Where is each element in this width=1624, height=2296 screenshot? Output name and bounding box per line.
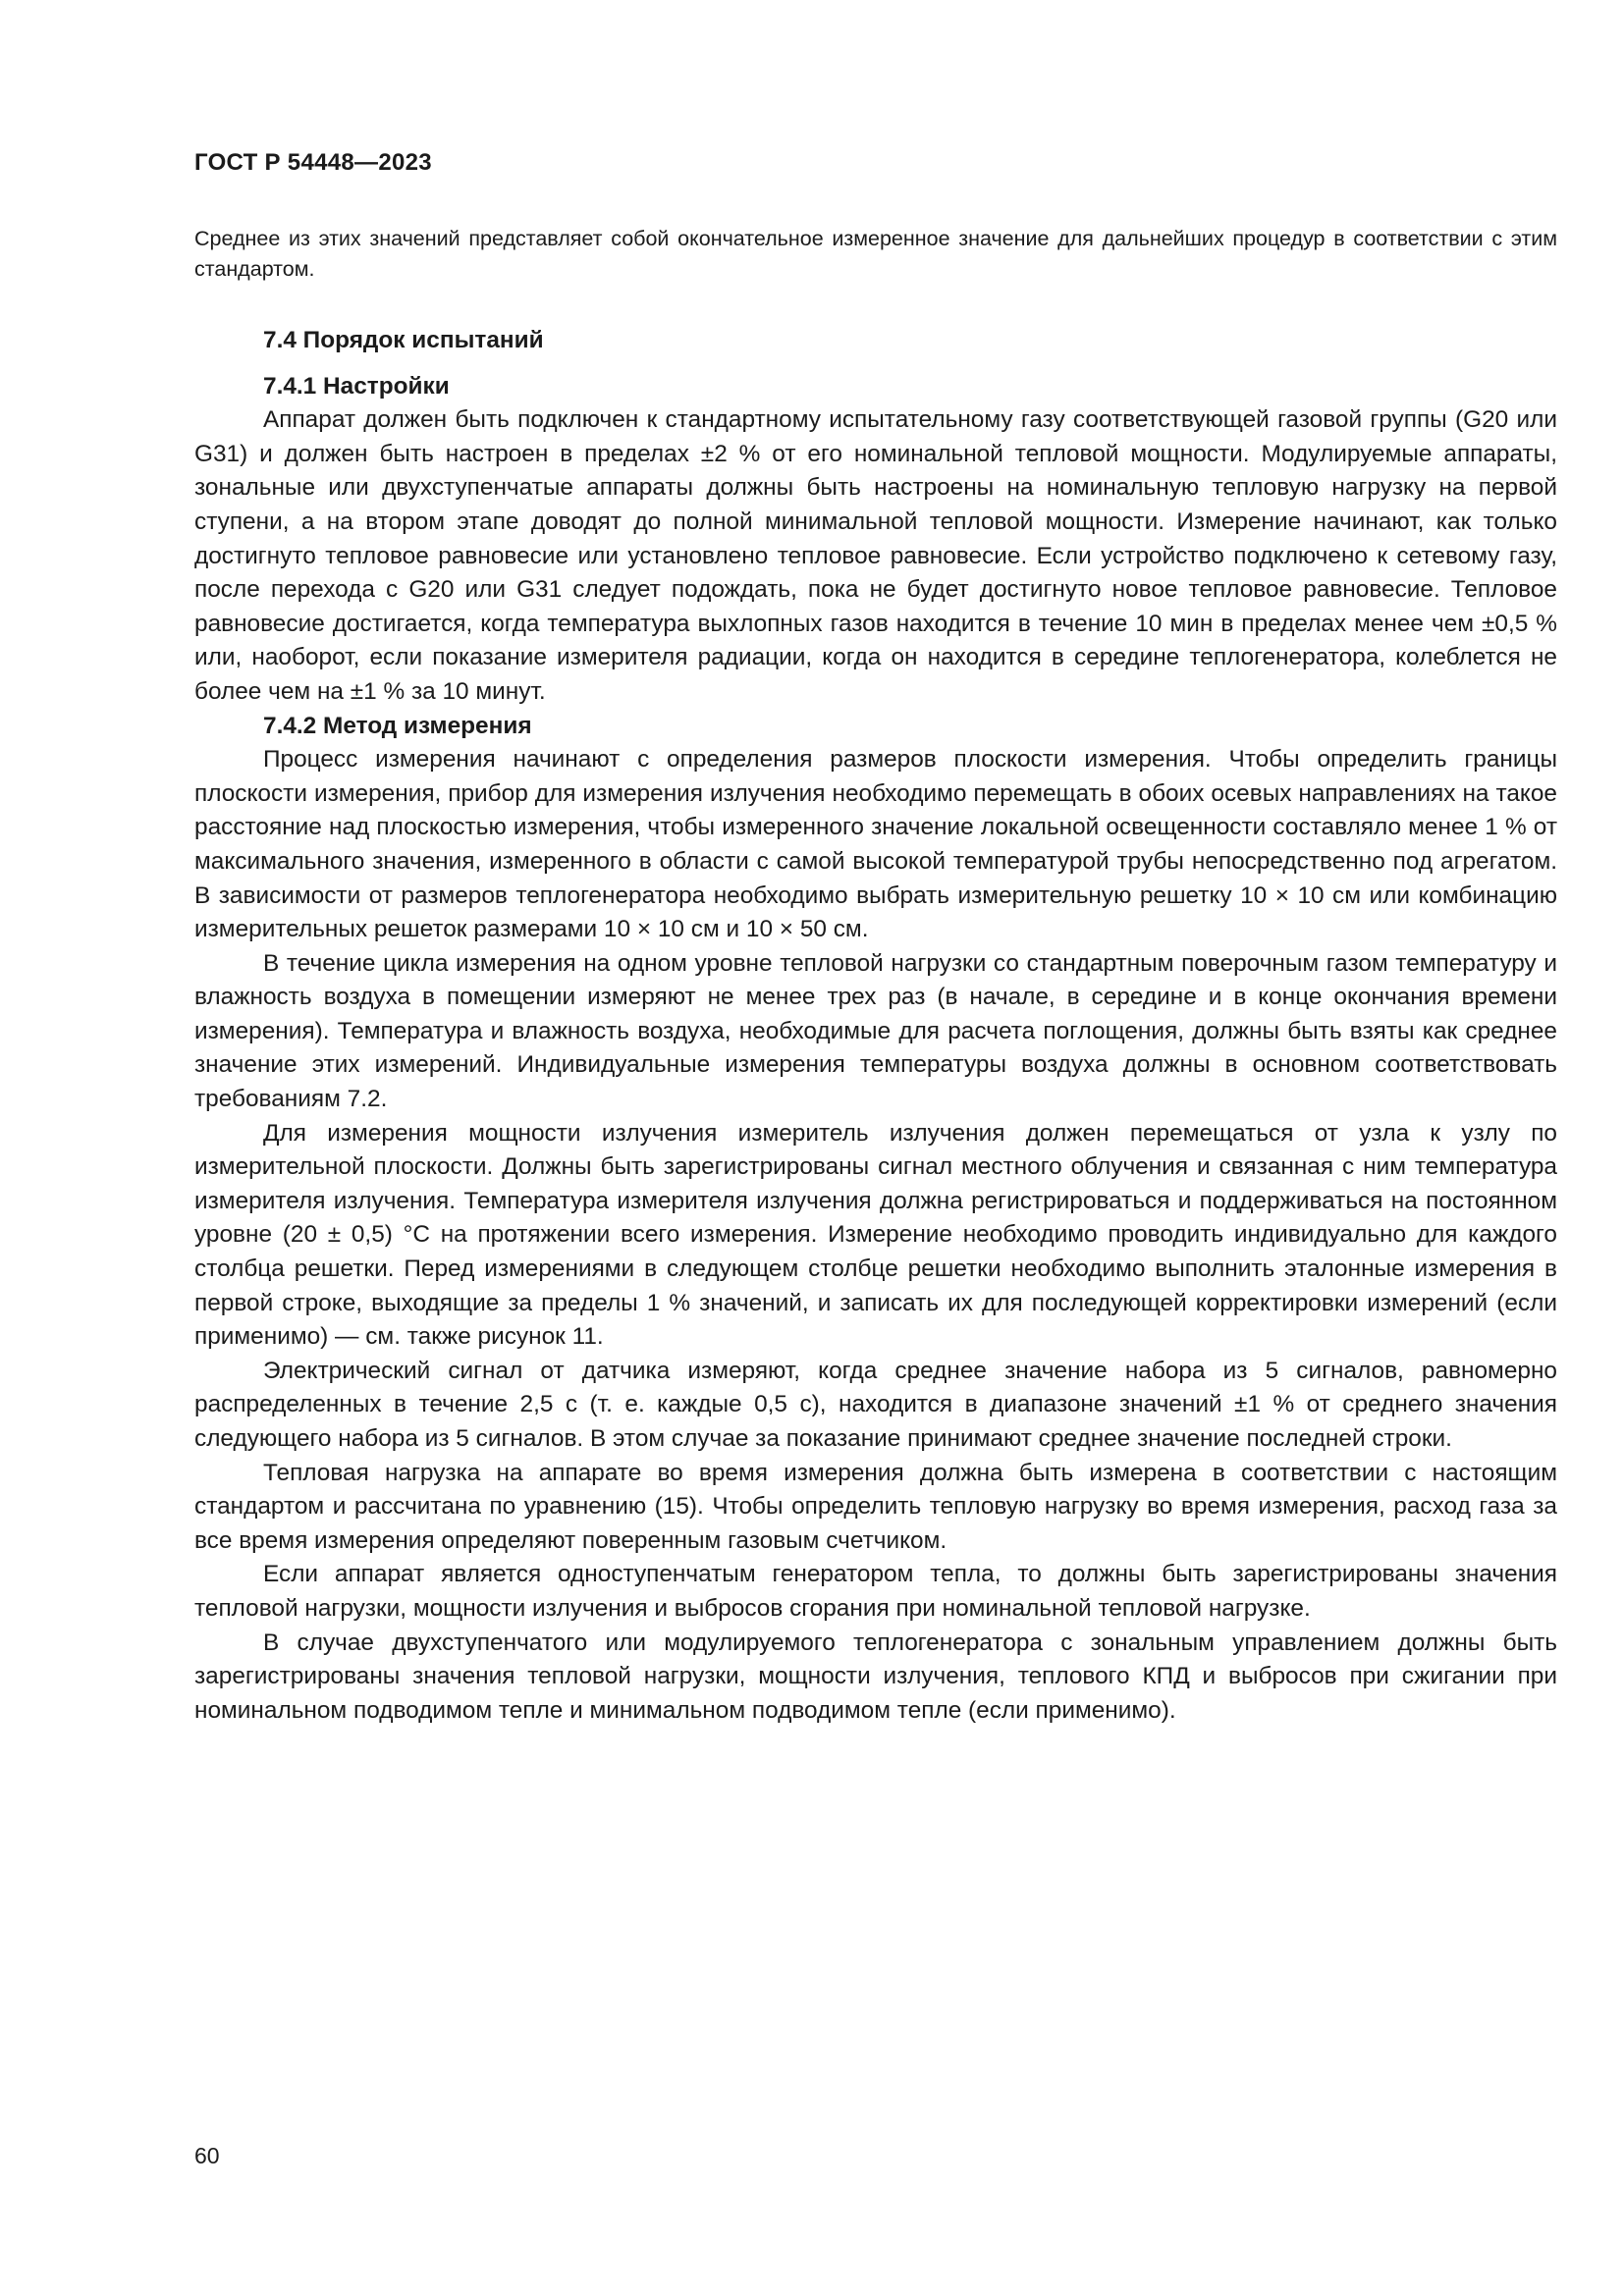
method-paragraph: В случае двухступенчатого или модулируемого теплогенератора с зональным управлением должны быть зарегистрированы значения тепловой нагрузки, мощности излучения, теплового КПД и выбросов при сжигании при номинальном подводимом тепле и минимальном подводимом тепле (если применимо). <box>194 1629 1557 1724</box>
subsection-title-settings: 7.4.1 Настройки <box>263 372 450 400</box>
method-paragraph: Тепловая нагрузка на аппарате во время измерения должна быть измерена в соответствии с настоящим стандартом и рассчитана по уравнению (15). Чтобы определить тепловую нагрузку во время измерения, расход газа за все время измерения определяют поверенным газовым счетчиком. <box>194 1459 1557 1554</box>
method-paragraph: В течение цикла измерения на одном уровне тепловой нагрузки со стандартным поверочным газом температуру и влажность воздуха в помещении измеряют не менее трех раз (в начале, в середине и в конце окончания времени измерения). Температура и влажность воздуха, необходимые для расчета поглощения, должны быть взяты как среднее значение этих измерений. Индивидуальные измерения температуры воздуха должны в основном соответствовать требованиям 7.2. <box>194 949 1557 1113</box>
subsection-title-method: 7.4.2 Метод измерения <box>263 712 532 739</box>
page-number: 60 <box>194 2143 220 2168</box>
standard-header: ГОСТ Р 54448—2023 <box>194 149 432 176</box>
section-content <box>194 324 1557 1728</box>
method-paragraph: Для измерения мощности излучения измеритель излучения должен перемещаться от узла к узлу по измерительной плоскости. Должны быть зарегистрированы сигнал местного облучения и связанная с ним температура измерителя излучения. Температура измерителя излучения должна регистрироваться и поддерживаться на постоянном уровне (20 ± 0,5) °С на протяжении всего измерения. Измерение необходимо проводить индивидуально для каждого столбца решетки. Перед измерениями в следующем столбце решетки необходимо выполнить эталонные измерения в первой строке, выходящие за пределы 1 % значений, и записать их для последующей корректировки измерений (если применимо) — см. также рисунок 11. <box>194 1119 1557 1351</box>
intro-paragraph: Среднее из этих значений представляет собой окончательное измеренное значение для дальнейших процедур в соответствии с этим стандартом. <box>194 227 1557 281</box>
settings-paragraph: Аппарат должен быть подключен к стандартному испытательному газу соответствующей газовой группы (G20 или G31) и должен быть настроен в пределах ±2 % от его номинальной тепловой мощности. Модулируемые аппараты, зональные или двухступенчатые аппараты должны быть настроены на номинальную тепловую нагрузку на первой ступени, а на втором этапе доводят до полной минимальной тепловой мощности. Измерение начинают, как только достигнуто тепловое равновесие или установлено тепловое равновесие. Если устройство подключено к сетевому газу, после перехода с G20 или G31 следует подождать, пока не будет достигнуто новое тепловое равновесие. Тепловое равновесие достигается, когда температура выхлопных газов находится в течение 10 мин в пределах менее чем ±0,5 % или, наоборот, если показание измерителя радиации, когда он находится в середине теплогенератора, колеблется не более чем на ±1 % за 10 минут. <box>194 406 1557 705</box>
method-paragraph: Электрический сигнал от датчика измеряют, когда среднее значение набора из 5 сигналов, равномерно распределенных в течение 2,5 с (т. е. каждые 0,5 с), находится в диапазоне значений ±1 % от среднего значения следующего набора из 5 сигналов. В этом случае за показание принимают среднее значение последней строки. <box>194 1357 1557 1452</box>
method-paragraph: Процесс измерения начинают с определения размеров плоскости измерения. Чтобы определить границы плоскости измерения, прибор для измерения излучения необходимо перемещать в обоих осевых направлениях на такое расстояние над плоскостью измерения, чтобы измеренного значение локальной освещенности составляло менее 1 % от максимального значения, измеренного в области с самой высокой температурой трубы непосредственно под агрегатом. В зависимости от размеров теплогенератора необходимо выбрать измерительную решетку 10 × 10 см или комбинацию измерительных решеток размерами 10 × 10 см и 10 × 50 см. <box>194 746 1557 943</box>
method-paragraph: Если аппарат является одноступенчатым генератором тепла, то должны быть зарегистрированы значения тепловой нагрузки, мощности излучения и выбросов сгорания при номинальной тепловой нагрузке. <box>194 1561 1557 1622</box>
section-title: 7.4 Порядок испытаний <box>263 327 544 353</box>
